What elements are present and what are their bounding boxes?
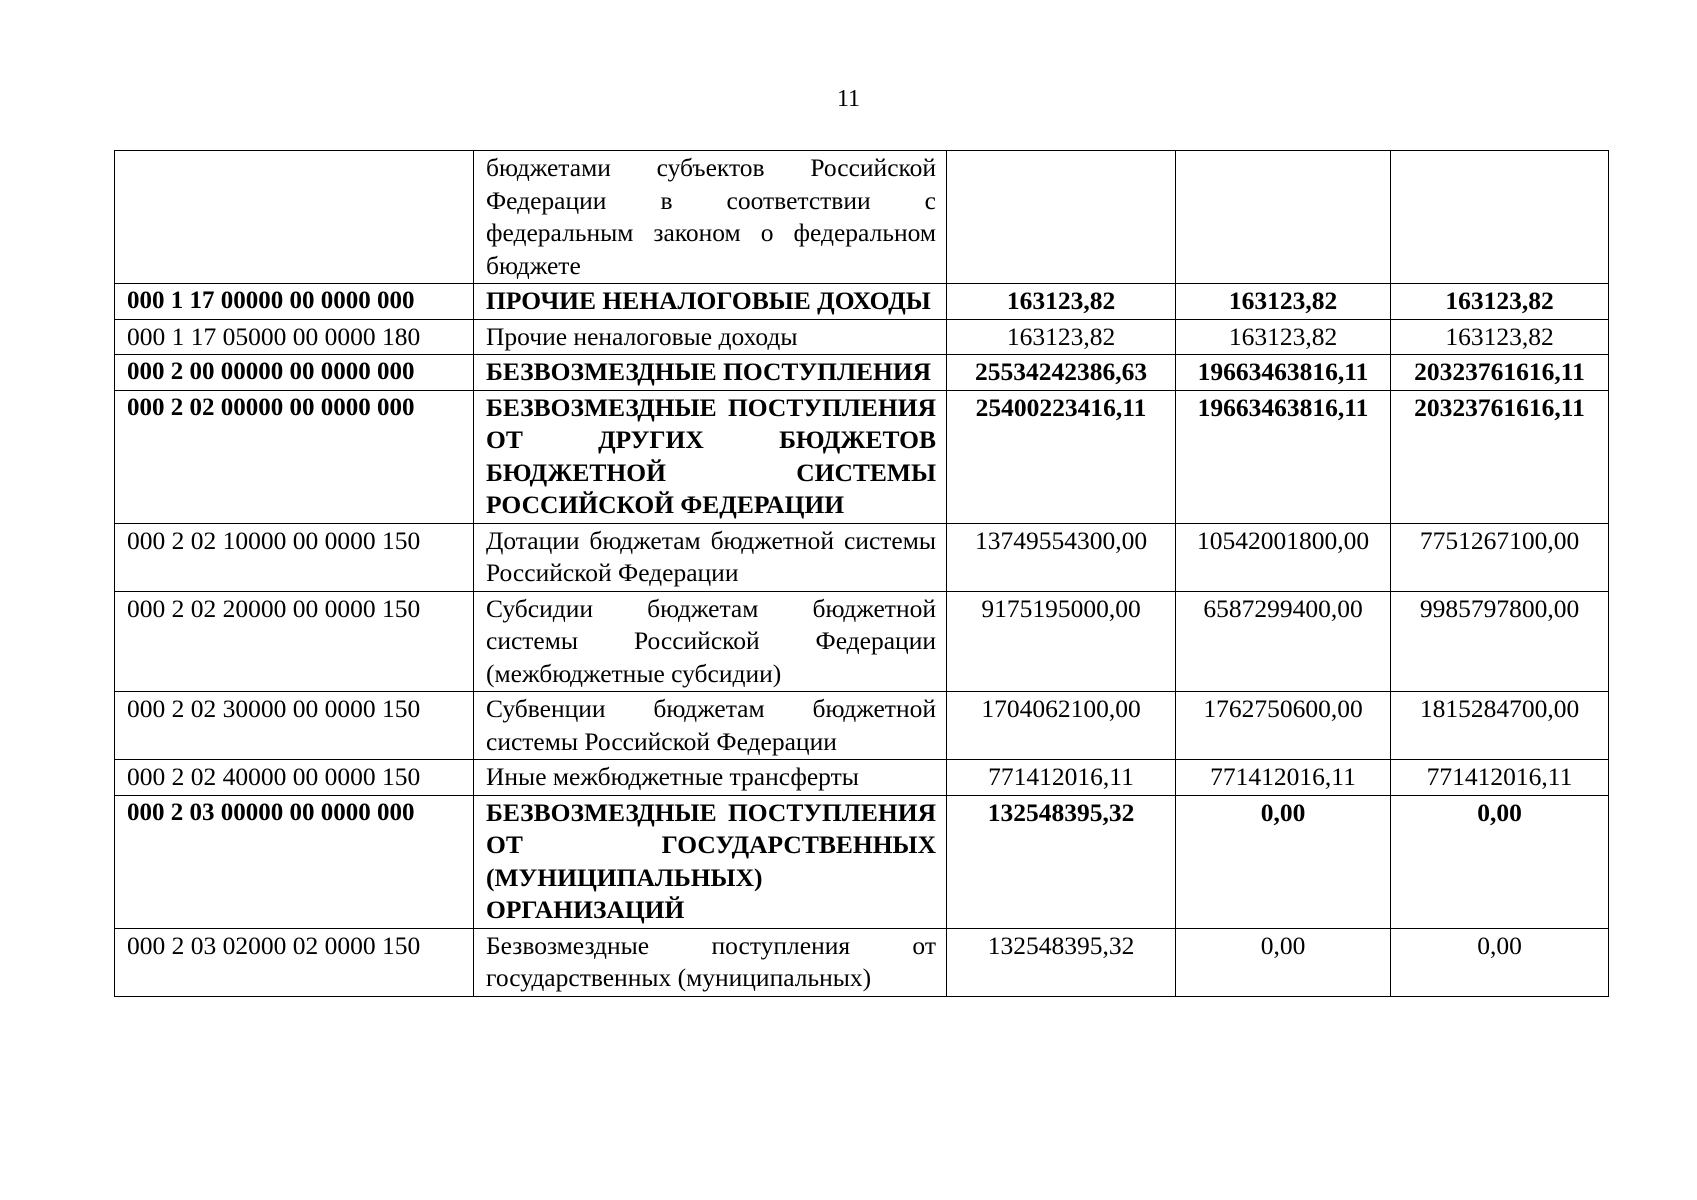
table-row <box>115 355 1609 391</box>
table-row <box>115 319 1609 355</box>
amount-cell-3: 7751267100,00 <box>1391 523 1609 591</box>
amount-cell-3: 20323761616,11 <box>1391 355 1609 391</box>
amount-cell-2: 10542001800,00 <box>1176 523 1391 591</box>
amount-cell-1: 13749554300,00 <box>947 523 1176 591</box>
amount-cell-2: 0,00 <box>1176 795 1391 928</box>
table-row <box>115 760 1609 796</box>
budget-item-name-cell: Субвенции бюджетам бюджетной системы Российской Федерации <box>474 692 947 760</box>
table-row <box>115 692 1609 760</box>
amount-cell-3: 163123,82 <box>1391 284 1609 320</box>
amount-cell-3: 20323761616,11 <box>1391 390 1609 523</box>
amount-cell-2 <box>1176 151 1391 284</box>
budget-item-name-cell: бюджетами субъектов Российской Федерации в соответствии с федеральным законом о федеральном бюджете <box>474 151 947 284</box>
budget-code-cell: 000 2 03 00000 00 0000 000 <box>115 795 474 928</box>
budget-item-name-cell: Безвозмездные поступления от государственных (муниципальных) <box>474 928 947 996</box>
budget-item-name-cell: Прочие неналоговые доходы <box>474 319 947 355</box>
table-row <box>115 591 1609 692</box>
amount-cell-2: 0,00 <box>1176 928 1391 996</box>
table-row <box>115 928 1609 996</box>
amount-cell-2: 771412016,11 <box>1176 760 1391 796</box>
amount-cell-3: 1815284700,00 <box>1391 692 1609 760</box>
amount-cell-1: 163123,82 <box>947 319 1176 355</box>
budget-code-cell <box>115 151 474 284</box>
budget-item-name-cell: БЕЗВОЗМЕЗДНЫЕ ПОСТУПЛЕНИЯ ОТ ГОСУДАРСТВЕННЫХ (МУНИЦИПАЛЬНЫХ) ОРГАНИЗАЦИЙ <box>474 795 947 928</box>
amount-cell-1: 132548395,32 <box>947 928 1176 996</box>
budget-code-cell: 000 2 03 02000 02 0000 150 <box>115 928 474 996</box>
amount-cell-3: 163123,82 <box>1391 319 1609 355</box>
amount-cell-1: 163123,82 <box>947 284 1176 320</box>
amount-cell-3 <box>1391 151 1609 284</box>
budget-code-cell: 000 2 02 00000 00 0000 000 <box>115 390 474 523</box>
amount-cell-1: 771412016,11 <box>947 760 1176 796</box>
budget-code-cell: 000 1 17 00000 00 0000 000 <box>115 284 474 320</box>
table-row <box>115 151 1609 284</box>
amount-cell-1: 25534242386,63 <box>947 355 1176 391</box>
amount-cell-1 <box>947 151 1176 284</box>
amount-cell-3: 0,00 <box>1391 795 1609 928</box>
amount-cell-2: 1762750600,00 <box>1176 692 1391 760</box>
budget-item-name-cell: Субсидии бюджетам бюджетной системы Российской Федерации (межбюджетные субсидии) <box>474 591 947 692</box>
budget-code-cell: 000 1 17 05000 00 0000 180 <box>115 319 474 355</box>
budget-code-cell: 000 2 02 10000 00 0000 150 <box>115 523 474 591</box>
amount-cell-1: 25400223416,11 <box>947 390 1176 523</box>
amount-cell-2: 163123,82 <box>1176 319 1391 355</box>
table-row <box>115 523 1609 591</box>
amount-cell-3: 771412016,11 <box>1391 760 1609 796</box>
budget-item-name-cell: БЕЗВОЗМЕЗДНЫЕ ПОСТУПЛЕНИЯ ОТ ДРУГИХ БЮДЖЕТОВ БЮДЖЕТНОЙ СИСТЕМЫ РОССИЙСКОЙ ФЕДЕРАЦИИ <box>474 390 947 523</box>
amount-cell-1: 1704062100,00 <box>947 692 1176 760</box>
budget-table-body <box>115 151 1609 997</box>
table-row <box>115 284 1609 320</box>
budget-code-cell: 000 2 02 20000 00 0000 150 <box>115 591 474 692</box>
budget-revenue-table <box>114 150 1609 997</box>
amount-cell-2: 19663463816,11 <box>1176 390 1391 523</box>
amount-cell-2: 163123,82 <box>1176 284 1391 320</box>
budget-item-name-cell: Иные межбюджетные трансферты <box>474 760 947 796</box>
amount-cell-2: 19663463816,11 <box>1176 355 1391 391</box>
amount-cell-1: 9175195000,00 <box>947 591 1176 692</box>
budget-item-name-cell: ПРОЧИЕ НЕНАЛОГОВЫЕ ДОХОДЫ <box>474 284 947 320</box>
amount-cell-2: 6587299400,00 <box>1176 591 1391 692</box>
amount-cell-3: 9985797800,00 <box>1391 591 1609 692</box>
amount-cell-1: 132548395,32 <box>947 795 1176 928</box>
budget-code-cell: 000 2 00 00000 00 0000 000 <box>115 355 474 391</box>
page-number: 11 <box>836 86 861 112</box>
budget-code-cell: 000 2 02 40000 00 0000 150 <box>115 760 474 796</box>
budget-item-name-cell: БЕЗВОЗМЕЗДНЫЕ ПОСТУПЛЕНИЯ <box>474 355 947 391</box>
amount-cell-3: 0,00 <box>1391 928 1609 996</box>
budget-item-name-cell: Дотации бюджетам бюджетной системы Российской Федерации <box>474 523 947 591</box>
budget-code-cell: 000 2 02 30000 00 0000 150 <box>115 692 474 760</box>
table-row <box>115 390 1609 523</box>
table-row <box>115 795 1609 928</box>
